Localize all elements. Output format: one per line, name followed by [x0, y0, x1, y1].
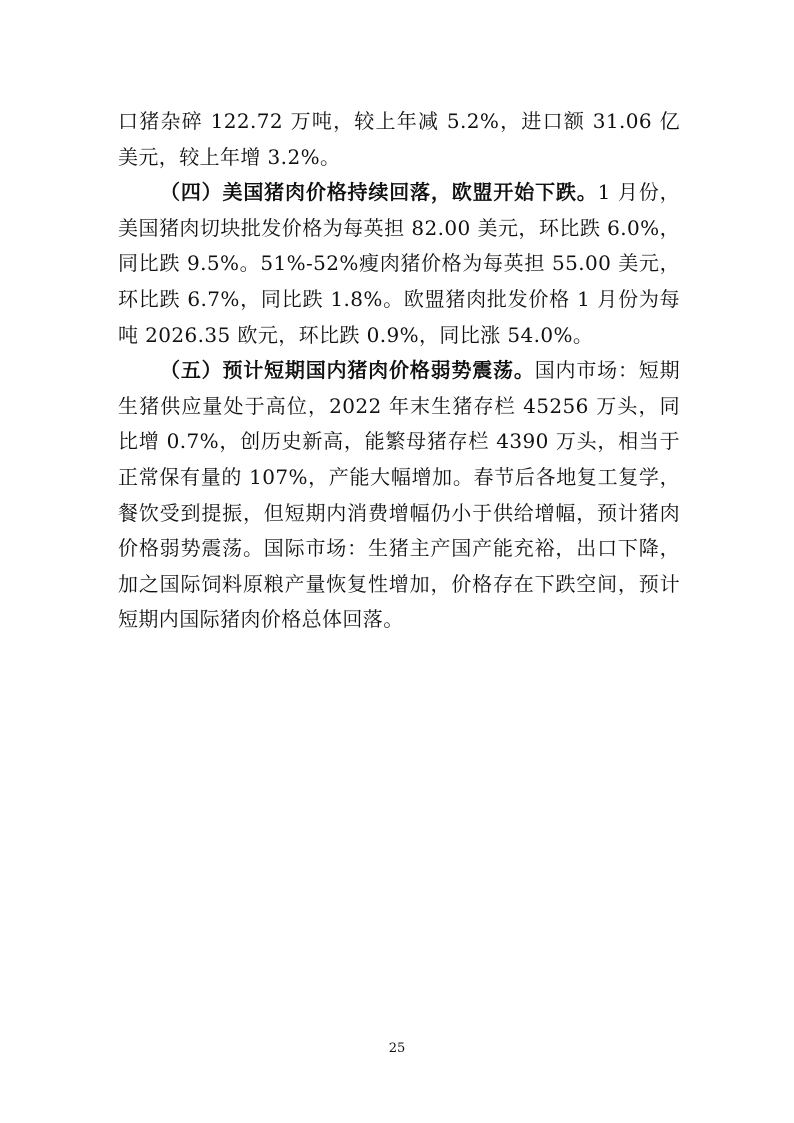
body-text	[118, 104, 680, 638]
section-heading-four: （四）美国猪肉价格持续回落，欧盟开始下跌。	[160, 180, 598, 205]
paragraph-text: 口猪杂碎 122.72 万吨，较上年减 5.2%，进口额 31.06 亿美元，较上年增 3.2%。	[118, 109, 680, 169]
paragraph-continuation	[118, 104, 680, 175]
paragraph-forecast	[118, 353, 680, 638]
section-heading-five: （五）预计短期国内猪肉价格弱势震荡。	[160, 358, 535, 383]
paragraph-us-eu-prices	[118, 175, 680, 353]
paragraph-text: 1 月份，美国猪肉切块批发价格为每英担 82.00 美元，环比跌 6.0%，同比跌 9.5%。51%-52%瘦肉猪价格为每英担 55.00 美元，环比跌 6.7%，同比跌 1.8%。欧盟猪肉批发价格 1 月份为每吨 2026.35 欧元，环比跌 0.9%，同比涨 54.0%。	[118, 180, 680, 347]
page-number: 25	[388, 1041, 406, 1056]
paragraph-text: 国内市场：短期生猪供应量处于高位，2022 年末生猪存栏 45256 万头，同比增 0.7%，创历史新高，能繁母猪存栏 4390 万头，相当于正常保有量的 107%，产能大幅增加。春节后各地复工复学，餐饮受到提振，但短期内消费增幅仍小于供给增幅，预计猪肉价格弱势震荡。国际市场：生猪主产国产能充裕，出口下降，加之国际饲料原粮产量恢复性增加，价格存在下跌空间，预计短期内国际猪肉价格总体回落。	[118, 358, 680, 632]
